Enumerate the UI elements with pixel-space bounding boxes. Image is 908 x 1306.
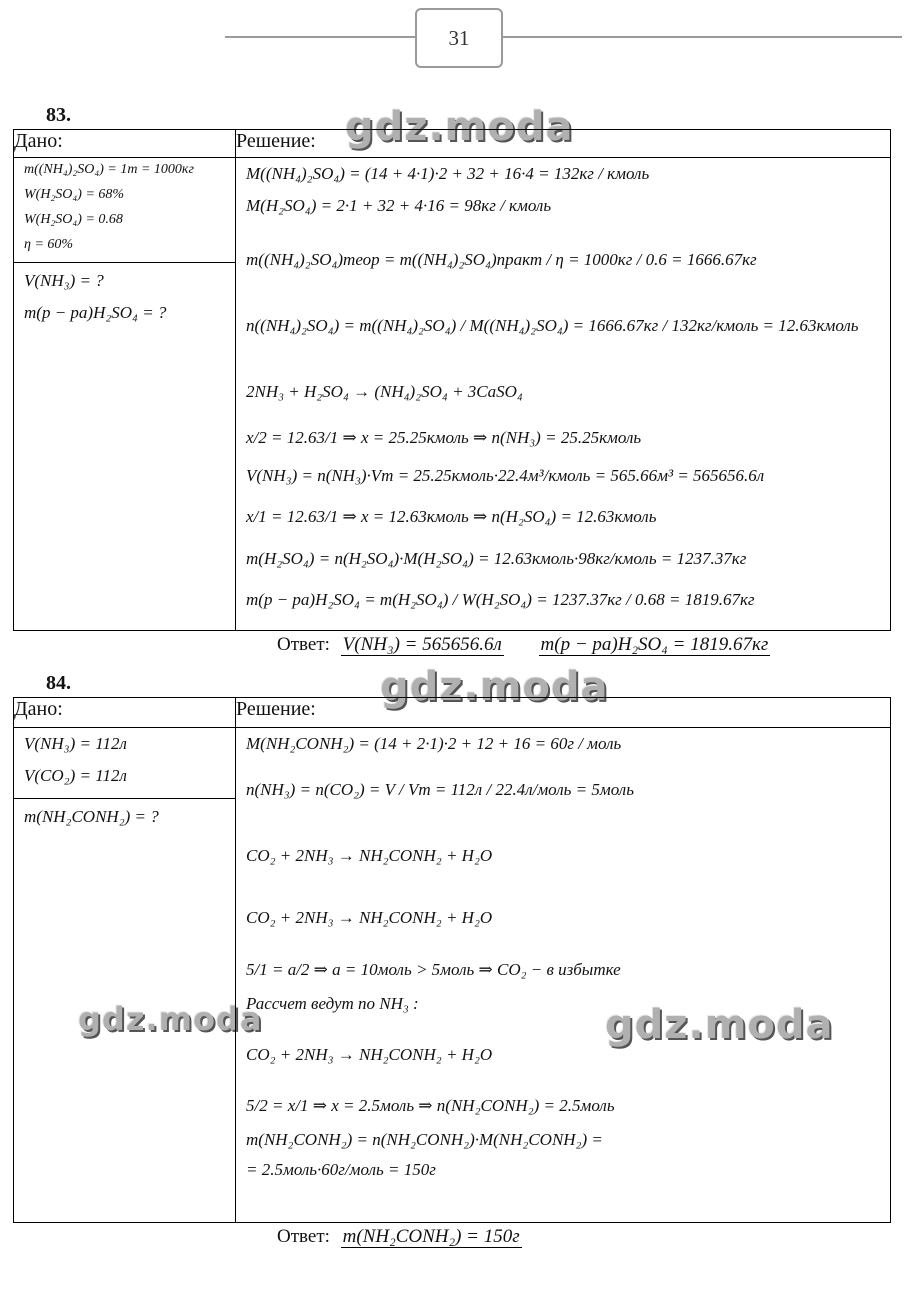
solution-line: n(NH₃) = n(CO₂) = V / Vm = 112л / 22.4л/моль = 5моль [246,780,634,799]
given-item: V(CO₂) = 112л [24,766,127,785]
watermark: gdz.moda [380,664,609,710]
problem-83-table [13,129,891,631]
answer [277,634,770,656]
solution-line: 5/1 = a/2 ⇒ a = 10моль > 5моль ⇒ CO₂ − в избытке [246,960,621,979]
solution-line: m(p − pa)H₂SO₄ = m(H₂SO₄) / W(H₂SO₄) = 1237.37кг / 0.68 = 1819.67кг [246,590,755,609]
answer-label: Ответ: [277,1226,330,1247]
given-list [14,158,235,262]
answer-label: Ответ: [277,634,330,655]
watermark: gdz.moda [605,1002,834,1048]
watermark: gdz.moda [78,1000,263,1038]
header-rule-left [225,36,415,38]
given-item: W(H₂SO₄) = 68% [24,187,125,202]
page-number: 31 [415,8,503,68]
solution-line: M(H₂SO₄) = 2·1 + 32 + 4·16 = 98кг / кмоль [246,196,552,215]
solution-line: V(NH₃) = n(NH₃)·Vm = 25.25кмоль·22.4м³/кмоль = 565.66м³ = 565656.6л [246,466,765,485]
solution-line: x/1 = 12.63/1 ⇒ x = 12.63кмоль ⇒ n(H₂SO₄) = 12.63кмоль [246,507,657,526]
reaction-equation: CO₂ + 2NH₃ → NH₂CONH₂ + H₂O [246,846,493,865]
solution-header: Решение: [236,130,891,158]
solution-line: x/2 = 12.63/1 ⇒ x = 25.25кмоль ⇒ n(NH₃) = 25.25кмоль [246,428,642,447]
given-item: V(NH₃) = 112л [24,734,127,753]
given-list [14,728,235,798]
solution-line: n((NH₄)₂SO₄) = m((NH₄)₂SO₄) / M((NH₄)₂SO₄) = 1666.67кг / 132кг/кмоль = 12.63кмоль [246,316,859,335]
problem-84-table [13,697,891,1223]
solution-header: Решение: [236,698,891,728]
find-item: m(p − pa)H₂SO₄ = ? [24,303,167,322]
find-item: V(NH₃) = ? [24,271,104,290]
given-header: Дано: [14,698,236,728]
given-item: η = 60% [24,237,74,252]
find-item: m(NH₂CONH₂) = ? [24,807,159,826]
reaction-equation: CO₂ + 2NH₃ → NH₂CONH₂ + H₂O [246,1045,493,1064]
problem-number: 83. [46,104,71,126]
find-list [14,798,235,827]
solution-line: Рассчет ведут по NH₃ : [246,994,419,1013]
answer-value: m(p − pa)H₂SO₄ = 1819.67кг [540,634,769,655]
given-item: m((NH₄)₂SO₄) = 1т = 1000кг [24,162,194,177]
watermark: gdz.moda [345,104,574,150]
solution-line: M(NH₂CONH₂) = (14 + 2·1)·2 + 12 + 16 = 60г / моль [246,734,622,753]
answer-value: V(NH₃) = 565656.6л [342,634,502,655]
header-rule-right [499,36,902,38]
reaction-equation: CO₂ + 2NH₃ → NH₂CONH₂ + H₂O [246,908,493,927]
answer-value: m(NH₂CONH₂) = 150г [342,1226,520,1247]
problem-number: 84. [46,672,71,694]
solution-line: 5/2 = x/1 ⇒ x = 2.5моль ⇒ n(NH₂CONH₂) = 2.5моль [246,1096,615,1115]
given-header: Дано: [14,130,236,158]
solution-line: m(NH₂CONH₂) = n(NH₂CONH₂)·M(NH₂CONH₂) = [246,1130,603,1149]
given-item: W(H₂SO₄) = 0.68 [24,212,123,227]
solution-line: m(H₂SO₄) = n(H₂SO₄)·M(H₂SO₄) = 12.63кмоль·98кг/кмоль = 1237.37кг [246,549,747,568]
solution-line: M((NH₄)₂SO₄) = (14 + 4·1)·2 + 32 + 16·4 = 132кг / кмоль [246,164,650,183]
find-list [14,262,235,323]
solution-line: m((NH₄)₂SO₄)теор = m((NH₄)₂SO₄)практ / η = 1000кг / 0.6 = 1666.67кг [246,250,757,269]
reaction-equation: 2NH₃ + H₂SO₄ → (NH₄)₂SO₄ + 3CaSO₄ [246,382,523,401]
answer [277,1226,522,1248]
solution-line: = 2.5моль·60г/моль = 150г [246,1160,436,1179]
